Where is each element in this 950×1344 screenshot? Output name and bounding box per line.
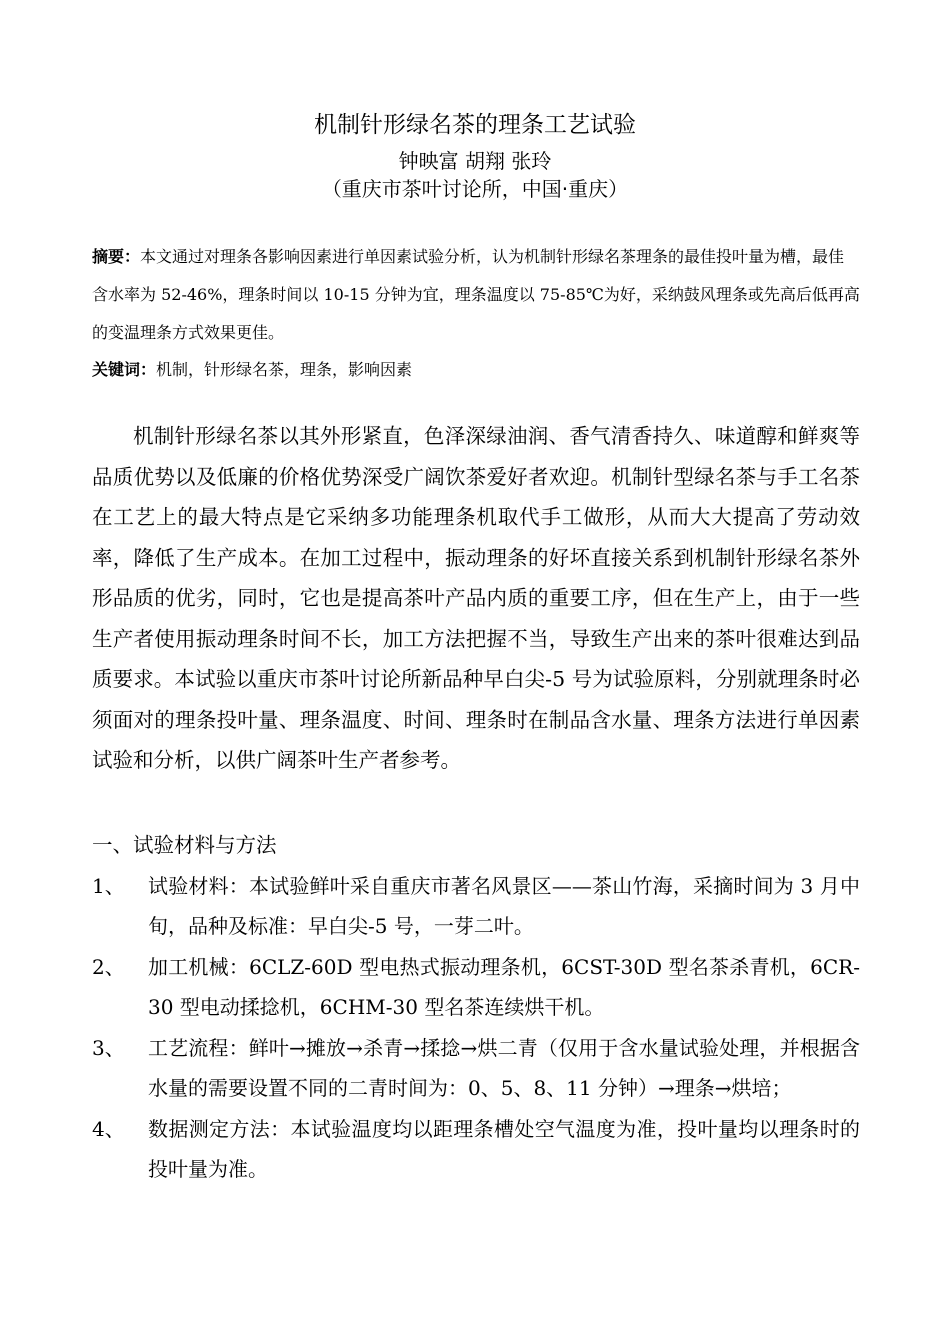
list-item-number: 4、 (92, 1117, 125, 1141)
list-item-text: 加工机械：6CLZ-60D 型电热式振动理条机，6CST-30D 型名茶杀青机，6CR-30 型电动揉捻机，6CHM-30 型名茶连续烘干机。 (148, 955, 860, 1019)
affiliation: （重庆市茶叶讨论所，中国·重庆） (321, 177, 629, 201)
list-item (92, 947, 860, 1027)
keywords (92, 353, 860, 387)
list-item-number: 2、 (92, 955, 125, 979)
author-list: 钟映富 胡翔 张玲 (398, 149, 552, 173)
method-list (92, 866, 860, 1190)
paper-title: 机制针形绿名茶的理条工艺试验 (314, 112, 636, 138)
list-item (92, 1028, 860, 1108)
list-item-number: 3、 (92, 1036, 125, 1060)
list-item-text: 数据测定方法：本试验温度均以距理条槽处空气温度为准，投叶量均以理条时的投叶量为准。 (148, 1117, 860, 1181)
list-item (92, 866, 860, 946)
list-item (92, 1109, 860, 1189)
keywords-label: 关键词： (92, 360, 157, 379)
abstract-label: 摘要： (92, 247, 141, 266)
abstract (92, 238, 860, 352)
abstract-text: 本文通过对理条各影响因素进行单因素试验分析，认为机制针形绿名茶理条的最佳投叶量为槽，最佳含水率为 52-46%，理条时间以 10-15 分钟为宜，理条温度以 75-85℃为好，采纳鼓风理条或先高后低再高的变温理条方式效果更佳。 (92, 247, 860, 342)
section-heading: 一、试验材料与方法 (92, 833, 277, 857)
list-item-text: 试验材料：本试验鲜叶采自重庆市著名风景区——茶山竹海，采摘时间为 3 月中旬，品种及标准：早白尖-5 号，一芽二叶。 (148, 874, 860, 938)
list-item-number: 1、 (92, 874, 125, 898)
intro-paragraph: 机制针形绿名茶以其外形紧直，色泽深绿油润、香气清香持久、味道醇和鲜爽等品质优势以及低廉的价格优势深受广阔饮茶爱好者欢迎。机制针型绿名茶与手工名茶在工艺上的最大特点是它采纳多功能理条机取代手工做形，从而大大提高了劳动效率，降低了生产成本。在加工过程中，振动理条的好坏直接关系到机制针形绿名茶外形品质的优劣，同时，它也是提高茶叶产品内质的重要工序，但在生产上，由于一些生产者使用振动理条时间不长，加工方法把握不当，导致生产出来的茶叶很难达到品质要求。本试验以重庆市茶叶讨论所新品种早白尖-5 号为试验原料，分别就理条时必须面对的理条投叶量、理条温度、时间、理条时在制品含水量、理条方法进行单因素试验和分析，以供广阔茶叶生产者参考。 (92, 424, 860, 772)
keywords-text: 机制，针形绿名茶，理条，影响因素 (156, 360, 413, 379)
list-item-text: 工艺流程：鲜叶→摊放→杀青→揉捻→烘二青（仅用于含水量试验处理，并根据含水量的需要设置不同的二青时间为：0、5、8、11 分钟）→理条→烘培； (148, 1036, 860, 1100)
